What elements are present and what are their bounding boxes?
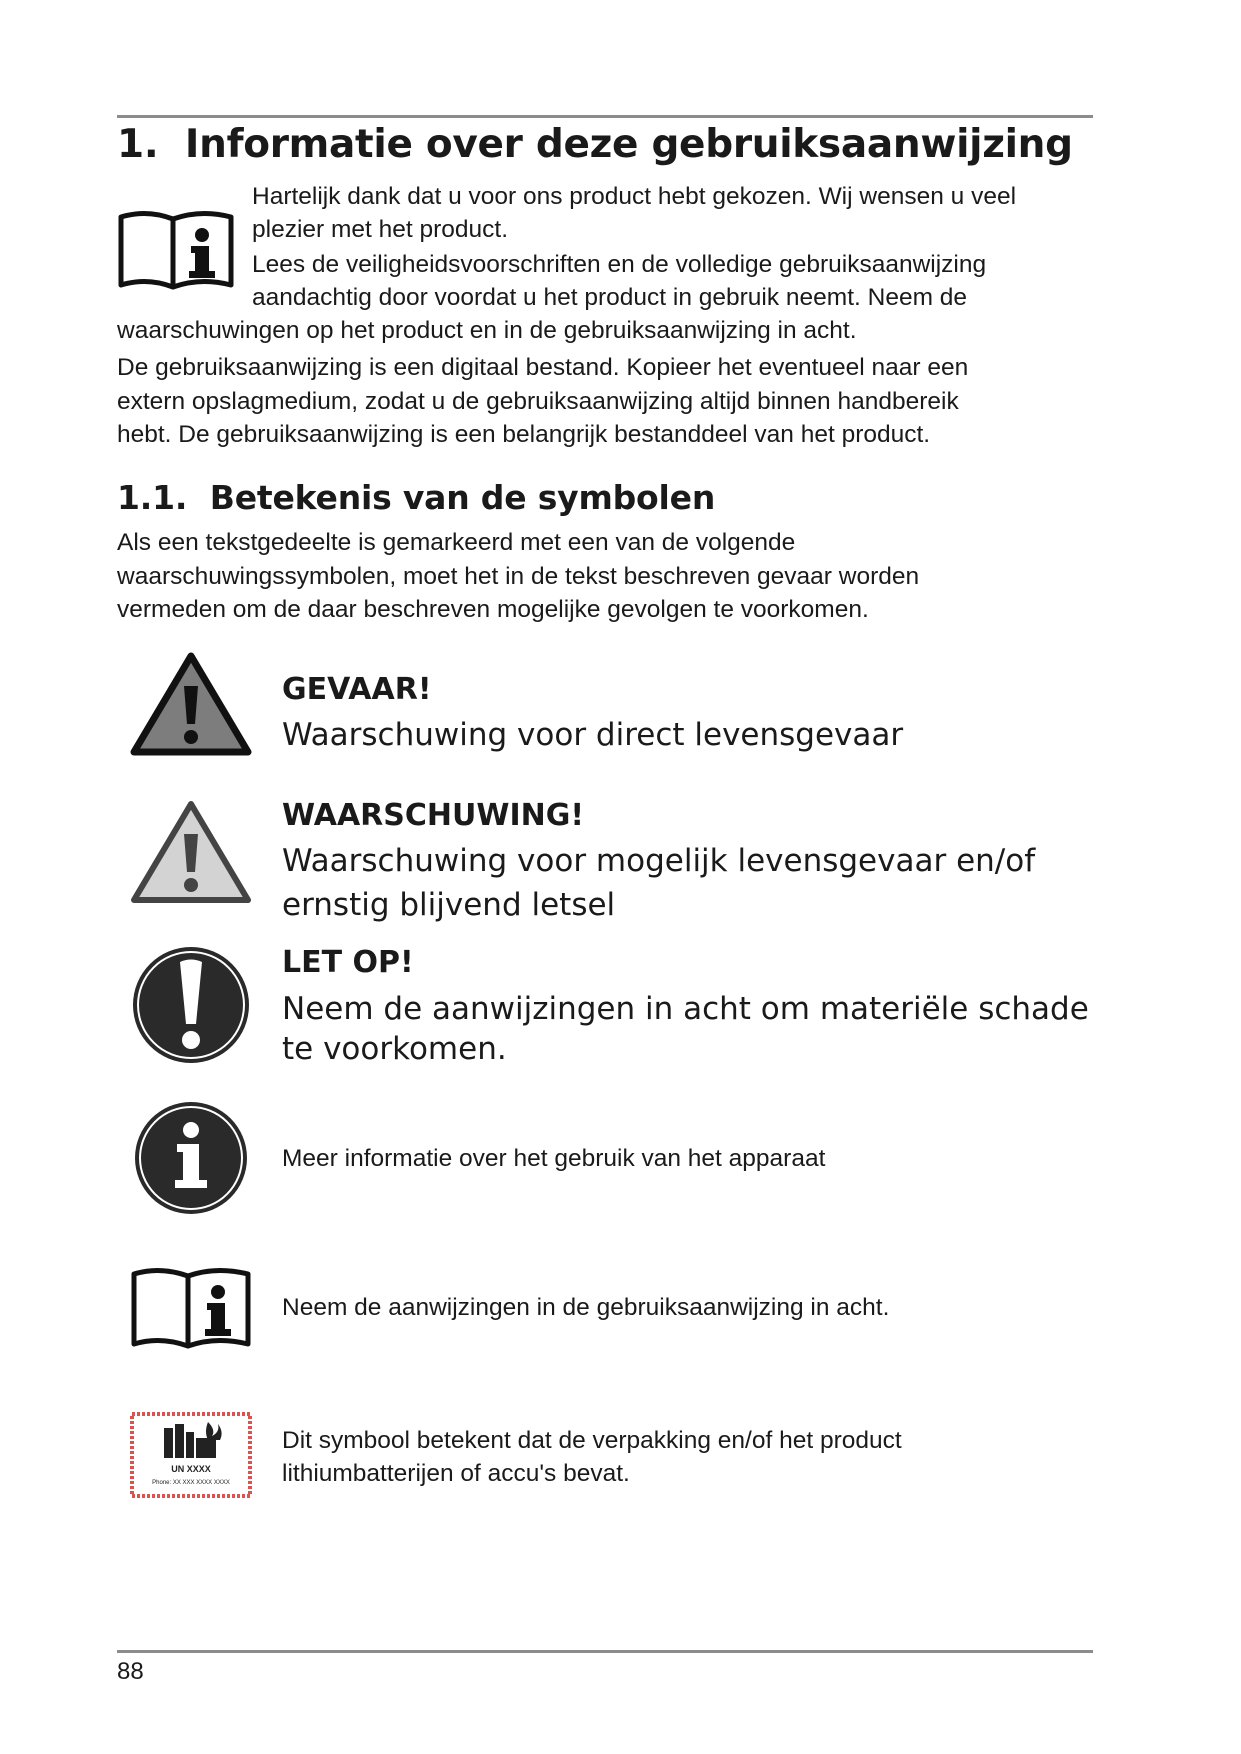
intro-line: waarschuwingen op het product en in de gebruiksaanwijzing in acht.	[117, 317, 857, 344]
lithium-description: lithiumbatterijen of accu's bevat.	[282, 1460, 630, 1487]
caution-description: Neem de aanwijzingen in acht om materiële schade	[282, 991, 1089, 1027]
lithium-description: Dit symbool betekent dat de verpakking en/of het product	[282, 1427, 902, 1454]
caution-exclamation-icon	[130, 944, 252, 1066]
warning-description: ernstig blijvend letsel	[282, 887, 616, 923]
info-icon	[130, 1100, 252, 1216]
intro-line: plezier met het product.	[252, 216, 509, 243]
intro-line: Lees de veiligheidsvoorschriften en de volledige gebruiksaanwijzing	[252, 251, 987, 278]
manual-book-icon	[117, 205, 235, 293]
top-rule	[117, 115, 1093, 118]
section-title: 1.1. Betekenis van de symbolen	[117, 478, 716, 517]
caution-description: te voorkomen.	[282, 1031, 507, 1067]
intro-paragraph-2: De gebruiksaanwijzing is een digitaal bestand. Kopieer het eventueel naar een extern opslagmedium, zodat u de gebruiksaanwijzing altijd binnen handbereik hebt. De gebruiksaanwijzing is een belangrijk bestanddeel van het product.	[117, 354, 969, 448]
caution-title: LET OP!	[282, 945, 414, 980]
page-title: 1. Informatie over deze gebruiksaanwijzing	[117, 122, 1073, 167]
danger-triangle-icon	[130, 652, 252, 758]
warning-triangle-icon	[130, 800, 252, 906]
page-number: 88	[117, 1658, 144, 1685]
info-description: Meer informatie over het gebruik van het apparaat	[282, 1145, 826, 1172]
un-number-text: UN XXXX	[171, 1464, 211, 1474]
danger-title: GEVAAR!	[282, 672, 432, 707]
symbols-intro-paragraph: Als een tekstgedeelte is gemarkeerd met een van de volgende waarschuwingssymbolen, moet het in de tekst beschreven gevaar worden vermeden om de daar beschreven mogelijke gevolgen te voorkomen.	[117, 529, 920, 623]
danger-description: Waarschuwing voor direct levensgevaar	[282, 717, 904, 753]
bottom-rule	[117, 1650, 1093, 1653]
lithium-battery-label-icon	[130, 1412, 252, 1498]
intro-line: Hartelijk dank dat u voor ons product hebt gekozen. Wij wensen u veel	[252, 183, 1017, 210]
intro-line: aandachtig door voordat u het product in gebruik neemt. Neem de	[252, 284, 968, 311]
manual-description: Neem de aanwijzingen in de gebruiksaanwijzing in acht.	[282, 1294, 890, 1321]
warning-description: Waarschuwing voor mogelijk levensgevaar en/of	[282, 843, 1036, 879]
manual-book-icon	[130, 1262, 252, 1352]
phone-text: Phone: XX XXX XXXX XXXX	[152, 1480, 230, 1486]
warning-title: WAARSCHUWING!	[282, 798, 585, 833]
